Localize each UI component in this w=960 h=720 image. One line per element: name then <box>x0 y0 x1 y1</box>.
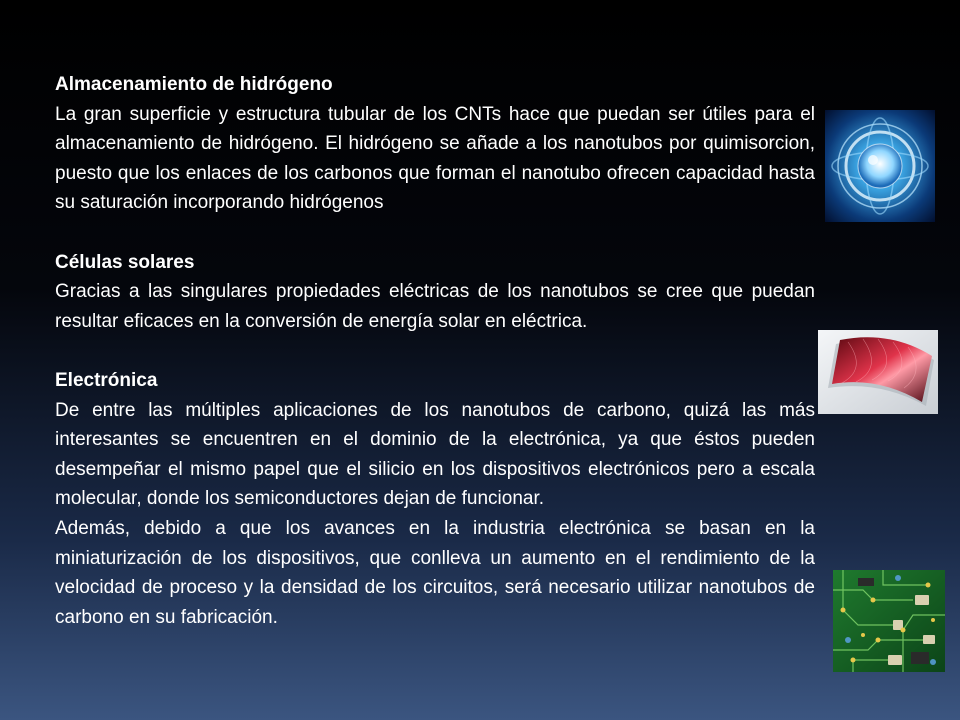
circuit-board-image <box>833 570 945 672</box>
section-title-hydrogen: Almacenamiento de hidrógeno <box>55 74 333 95</box>
atom-orb-graphic <box>825 110 935 222</box>
circuit-board-graphic <box>833 570 945 672</box>
section-text-electronics-2: Además, debido a que los avances en la industria electrónica se basan en la miniaturización de los dispositivos, que conlleva un aumento en el rendimiento de la velocidad de proceso y la densidad de los circuitos, será necesario utilizar nanotubos de carbono en su fabricación. <box>55 517 815 628</box>
flexible-solar-film-image <box>818 330 938 414</box>
section-title-electronics: Electrónica <box>55 369 158 391</box>
spacer <box>55 218 815 248</box>
section-title-solar: Células solares <box>55 251 195 273</box>
section-text-electronics-1: De entre las múltiples aplicaciones de los nanotubos de carbono, quizá las más interesantes se encuentren en el dominio de la electrónica, ya que éstos pueden desempeñar el mismo papel que el silicio en los dispositivos electrónicos pero a escala molecular, donde los semiconductores dejan de funcionar. <box>55 399 815 510</box>
spacer <box>55 336 815 366</box>
section-text-hydrogen: La gran superficie y estructura tubular de los CNTs hace que puedan ser útiles para el almacenamiento de hidrógeno. El hidrógeno se añade a los nanotubos por quimisorcion, puesto que los enlaces de los carbonos que forman el nanotubo ofrecen capacidad hasta su saturación incorporando hidrógenos <box>55 103 815 214</box>
section-text-solar: Gracias a las singulares propiedades eléctricas de los nanotubos se cree que puedan resultar eficaces en la conversión de energía solar en eléctrica. <box>55 281 815 332</box>
solar-film-graphic <box>818 330 938 414</box>
blue-atom-orb-image <box>825 110 935 222</box>
slide-body <box>55 70 815 632</box>
